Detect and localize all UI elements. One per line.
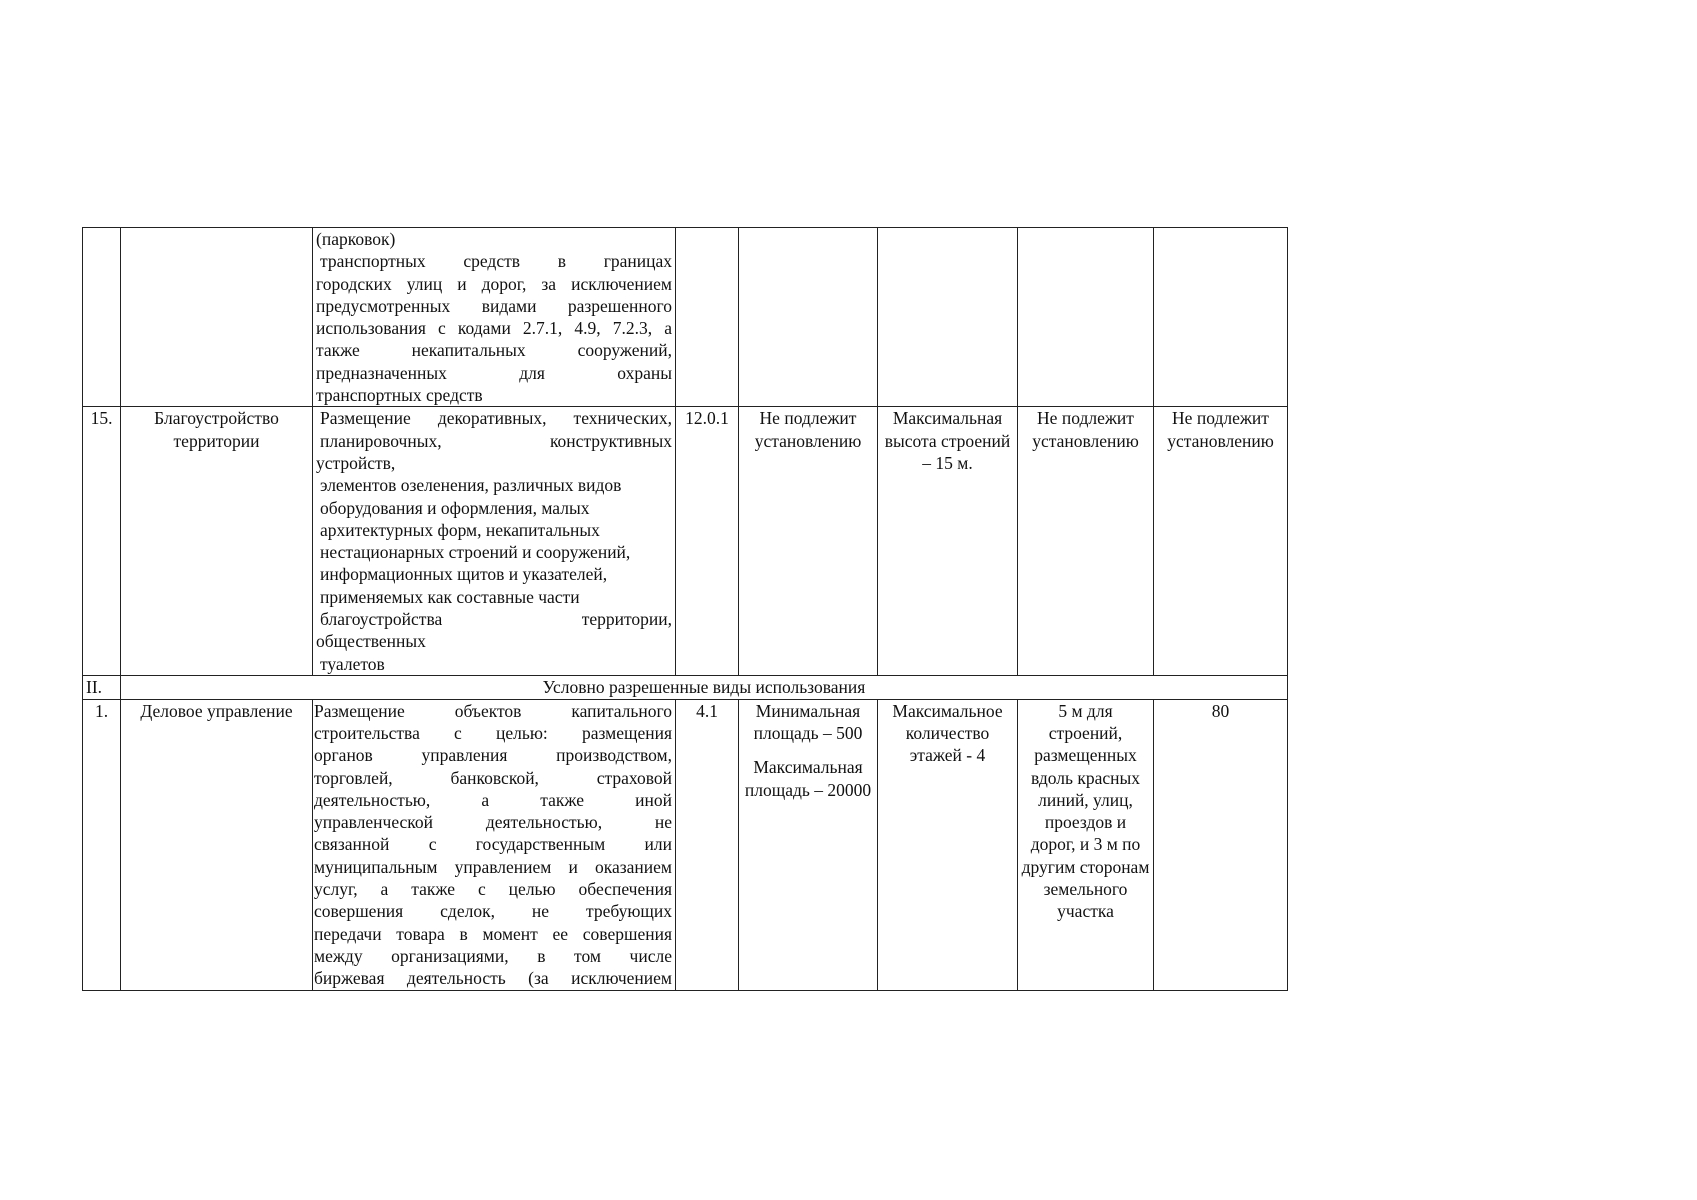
use-type-name: Благоустройство территории	[121, 407, 313, 676]
description-line: (парковок)	[316, 229, 396, 249]
description-line: планировочных, конструктивных	[320, 430, 672, 451]
description-line: общественных	[316, 631, 426, 652]
cell-description	[313, 228, 676, 407]
description-line: устройств,	[316, 452, 396, 473]
description-line: нестационарных строений и сооружений,	[320, 542, 631, 563]
description-line: информационных щитов и указателей,	[320, 564, 608, 585]
description-line: элементов озеленения, различных видов	[320, 475, 622, 496]
cell-setback	[1018, 228, 1154, 407]
floors-limit: Максимальное количество этажей - 4	[878, 699, 1018, 990]
description-line: транспортных средств	[316, 385, 483, 406]
land-use-table	[82, 227, 1288, 991]
cell-code	[676, 228, 739, 407]
setback-limit: Не подлежит установлению	[1018, 407, 1154, 676]
description-line: между организациями, в том числе	[314, 945, 672, 966]
description-line: передачи товара в момент ее совершения	[314, 923, 672, 944]
plot-area-min: Минимальная площадь – 500	[753, 700, 863, 743]
coverage-limit: Не подлежит установлению	[1154, 407, 1288, 676]
height-limit: Максимальная высота строений – 15 м.	[878, 407, 1018, 676]
plot-area-limit	[739, 699, 878, 990]
row-number: 1.	[83, 699, 121, 990]
description-line: транспортных средств в границах	[320, 251, 672, 272]
description-line: связанной с государственным или	[314, 834, 672, 855]
description-line: торговлей, банковской, страховой	[314, 767, 672, 788]
row-number: 15.	[83, 407, 121, 676]
use-code: 4.1	[676, 699, 739, 990]
use-code: 12.0.1	[676, 407, 739, 676]
setback-limit: 5 м для строений, размещенных вдоль красных линий, улиц, проездов и дорог, и 3 м по другим сторонам земельного участка	[1018, 699, 1154, 990]
description-line: применяемых как составные части	[320, 586, 580, 607]
section-title: Условно разрешенные виды использования	[121, 676, 1288, 699]
description-line: Размещение декоративных, технических,	[320, 408, 672, 429]
table-row-1	[83, 699, 1288, 990]
description-line: оборудования и оформления, малых	[320, 497, 590, 518]
description-line: управленческой деятельностью, не	[314, 812, 672, 833]
table-row-15	[83, 407, 1288, 676]
use-description	[313, 699, 676, 990]
cell-coverage	[1154, 228, 1288, 407]
cell-area	[739, 228, 878, 407]
description-line: биржевая деятельность (за исключением	[314, 968, 672, 989]
description-line: благоустройства территории,	[320, 609, 672, 630]
description-line: предусмотренных видами разрешенного	[316, 295, 672, 316]
description-line: Размещение объектов капитального	[314, 700, 672, 721]
coverage-limit: 80	[1154, 699, 1288, 990]
description-line: органов управления производством,	[314, 745, 672, 766]
description-line: также некапитальных сооружений,	[316, 340, 672, 361]
description-line: услуг, а также с целью обеспечения	[314, 879, 672, 900]
section-number: II.	[83, 676, 121, 699]
description-line: использования с кодами 2.7.1, 4.9, 7.2.3, а	[316, 318, 672, 339]
cell-name	[121, 228, 313, 407]
description-line: городских улиц и дорог, за исключением	[316, 273, 672, 294]
plot-area-max: Максимальная площадь – 20000	[744, 757, 872, 800]
cell-number	[83, 228, 121, 407]
cell-height	[878, 228, 1018, 407]
section-header-row	[83, 676, 1288, 699]
use-type-name: Деловое управление	[121, 699, 313, 990]
description-line: предназначенных для охраны	[316, 362, 672, 383]
description-line: туалетов	[320, 653, 385, 674]
description-line: архитектурных форм, некапитальных	[320, 519, 600, 540]
description-line: строительства с целью: размещения	[314, 722, 672, 743]
use-description	[313, 407, 676, 676]
description-line: деятельностью, а также иной	[314, 789, 672, 810]
description-line: совершения сделок, не требующих	[314, 901, 672, 922]
plot-area-limit: Не подлежит установлению	[739, 407, 878, 676]
table-row-continued	[83, 228, 1288, 407]
description-line: муниципальным управлением и оказанием	[314, 856, 672, 877]
